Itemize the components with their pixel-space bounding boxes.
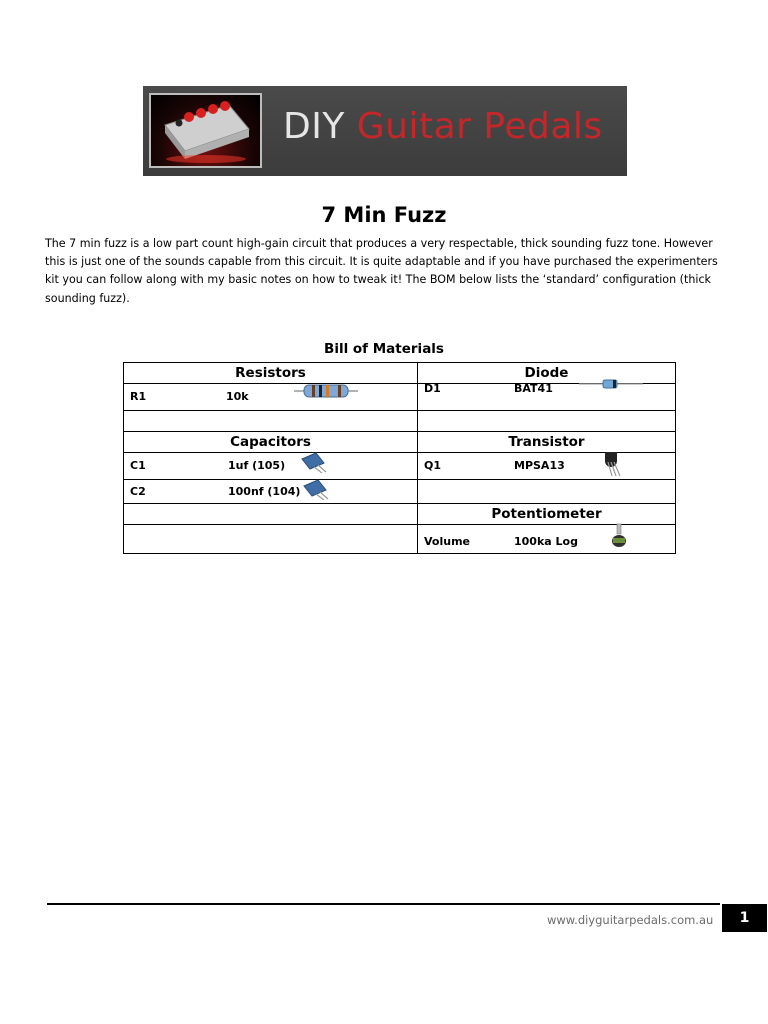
intro-paragraph: The 7 min fuzz is a low part count high-gain circuit that produces a very respectable, thick sounding fuzz tone. However this is just one of the sounds capable from this circuit. It is quite adaptable and if you have purchased the experimenters kit you can follow along with my basic notes on how to tweak it! The BOM below lists the ‘standard’ configuration (thick sounding fuzz).	[45, 237, 718, 305]
part-value: 100ka Log	[514, 535, 578, 548]
bom-row-c2	[124, 480, 418, 504]
bom-row-empty	[124, 525, 418, 554]
diode-heading: Diode	[418, 363, 676, 384]
site-logo-text	[283, 106, 603, 147]
transistor-heading: Transistor	[418, 432, 676, 453]
bom-table	[123, 362, 676, 554]
part-value: BAT41	[514, 382, 553, 395]
capacitor-icon	[302, 478, 332, 500]
logo-guitar-pedals: Guitar Pedals	[356, 106, 603, 147]
bom-row-r1	[124, 384, 418, 411]
bom-row-d1	[418, 384, 676, 411]
bom-row-c1	[124, 453, 418, 480]
bom-row-empty	[124, 504, 418, 525]
transistor-icon	[602, 450, 626, 477]
part-value: MPSA13	[514, 459, 565, 472]
resistors-heading: Resistors	[124, 363, 418, 384]
diode-icon	[579, 378, 643, 390]
part-value: 10k	[226, 390, 249, 403]
footer-divider	[47, 903, 720, 905]
potentiometer-heading: Potentiometer	[418, 504, 676, 525]
page-number: 1	[722, 904, 767, 932]
part-value: 100nf (104)	[228, 485, 301, 498]
bom-row-empty	[418, 411, 676, 432]
header-banner	[143, 86, 627, 176]
part-ref: D1	[424, 382, 441, 395]
bom-row-empty	[418, 480, 676, 504]
part-ref: R1	[130, 390, 147, 403]
bom-row-empty	[124, 411, 418, 432]
part-ref: C2	[130, 485, 146, 498]
capacitor-icon	[300, 451, 330, 473]
footer-url: www.diyguitarpedals.com.au	[547, 913, 714, 927]
part-ref: Q1	[424, 459, 442, 472]
bom-title: Bill of Materials	[324, 341, 444, 357]
part-value: 1uf (105)	[228, 459, 286, 472]
part-ref: Volume	[424, 535, 470, 548]
part-ref: C1	[130, 459, 146, 472]
bom-row-q1	[418, 453, 676, 480]
potentiometer-icon	[610, 523, 628, 549]
logo-diy: DIY	[283, 106, 345, 147]
page-title: 7 Min Fuzz	[321, 203, 447, 227]
fuzz-pedal-photo	[149, 93, 262, 168]
resistor-icon	[294, 384, 358, 398]
capacitors-heading: Capacitors	[124, 432, 418, 453]
bom-row-volume	[418, 525, 676, 554]
